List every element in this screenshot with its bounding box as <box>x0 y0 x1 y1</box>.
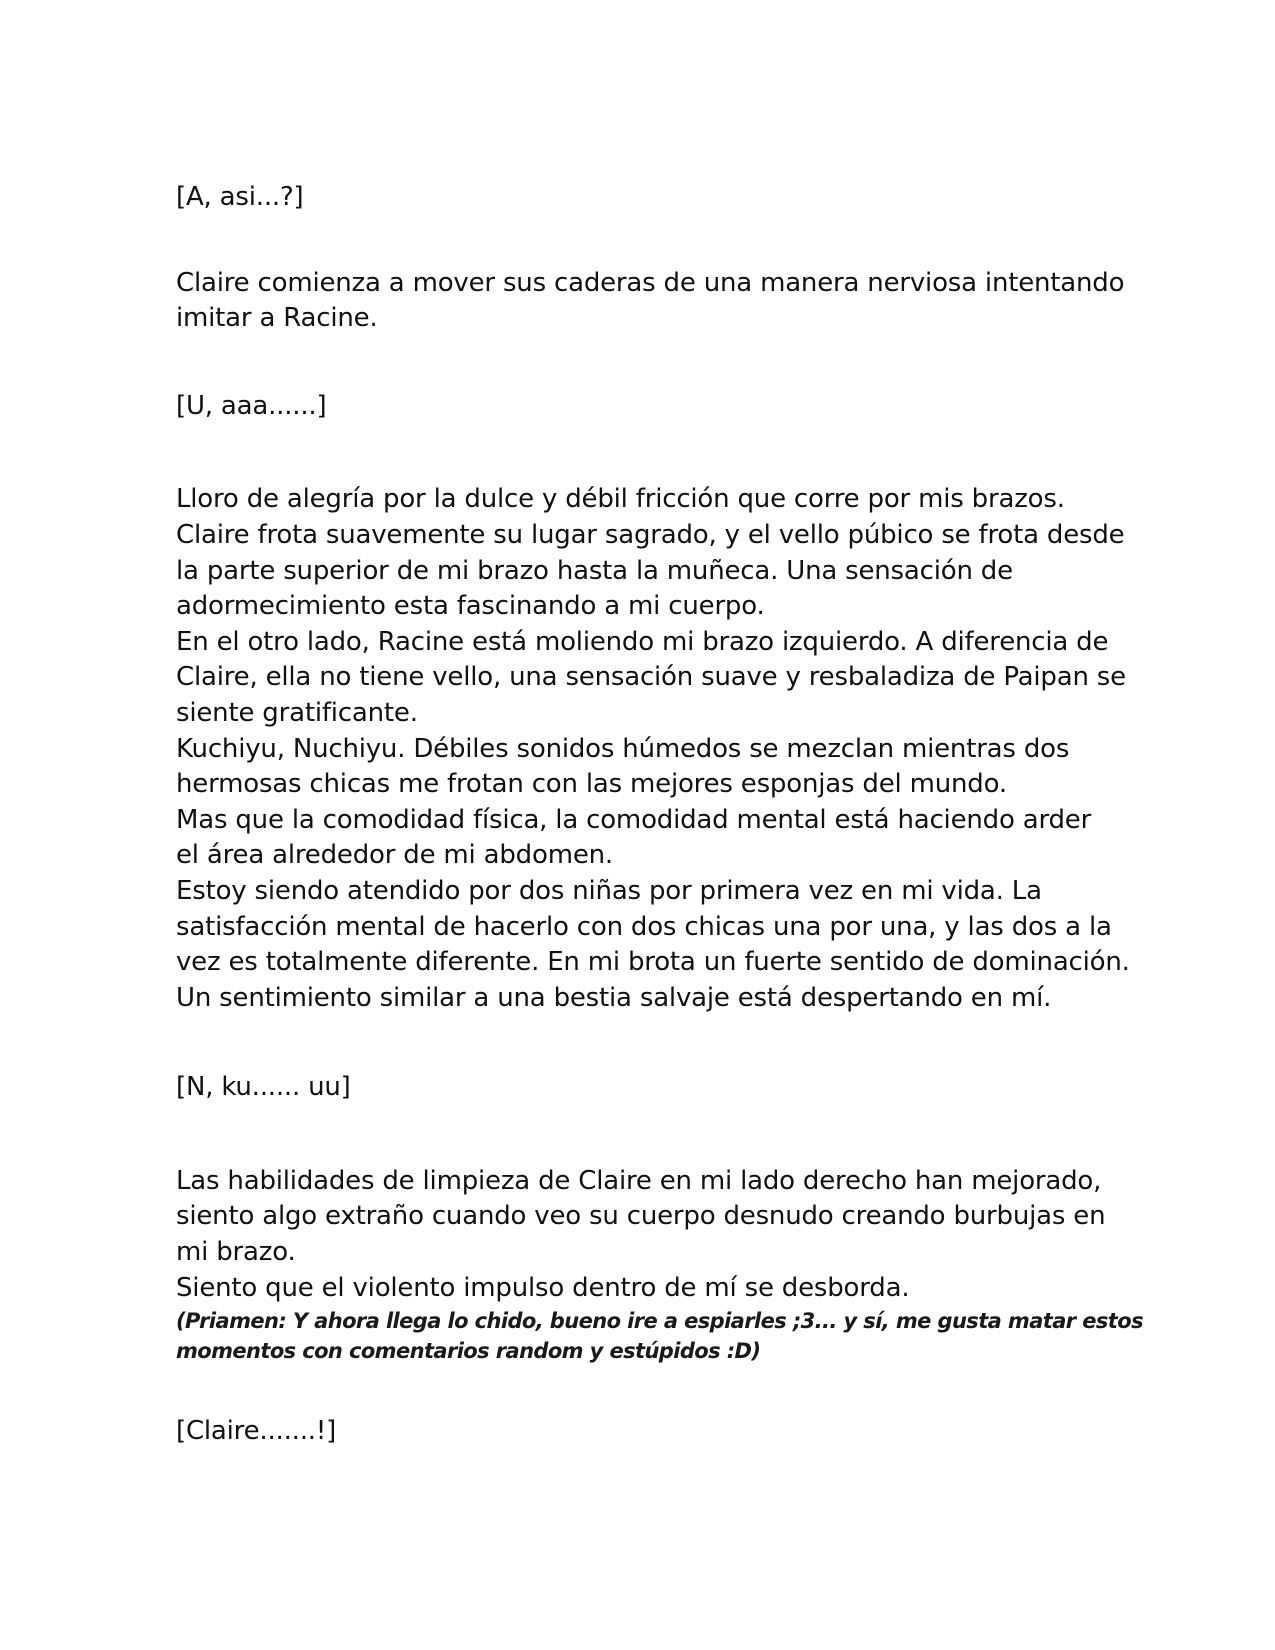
narration-line: la parte superior de mi brazo hasta la muñeca. Una sensación de <box>176 555 1013 586</box>
document-page <box>176 180 1143 1450</box>
dialogue-line: [Claire.......!] <box>176 1416 337 1447</box>
paragraph-gap <box>176 1016 1106 1070</box>
paragraph-gap <box>176 337 1106 389</box>
narration-line: Mas que la comodidad física, la comodidad mental está haciendo arder <box>176 804 1092 835</box>
narration-line: Estoy siendo atendido por dos niñas por primera vez en mi vida. La <box>176 875 1042 906</box>
narration-line: imitar a Racine. <box>176 303 378 334</box>
paragraph-gap <box>176 1366 1106 1414</box>
dialogue-line: [A, asi...?] <box>176 182 304 212</box>
narration-line: siento algo extraño cuando veo su cuerpo desnudo creando burbujas en <box>176 1201 1106 1232</box>
narration-line: vez es totalmente diferente. En mi brota un fuerte sentido de dominación. <box>176 947 1130 978</box>
translator-note-line: momentos con comentarios random y estúpidos :D) <box>176 1339 761 1364</box>
narration-line: satisfacción mental de hacerlo con dos chicas una por una, y las dos a la <box>176 911 1112 942</box>
narration-line: En el otro lado, Racine está moliendo mi brazo izquierdo. A diferencia de <box>176 626 1109 657</box>
narration-line: siente gratificante. <box>176 697 418 728</box>
narration-line: Las habilidades de limpieza de Claire en mi lado derecho han mejorado, <box>176 1165 1102 1196</box>
narration-line: Claire frota suavemente su lugar sagrado, y el vello púbico se frota desde <box>176 519 1125 550</box>
paragraph-gap <box>176 1106 1106 1164</box>
narration-line: el área alrededor de mi abdomen. <box>176 840 613 871</box>
narration-line: adormecimiento esta fascinando a mi cuerpo. <box>176 591 765 622</box>
narration-line: Lloro de alegría por la dulce y débil fricción que corre por mis brazos. <box>176 484 1065 515</box>
narration-line: Siento que el violento impulso dentro de mí se desborda. <box>176 1272 910 1303</box>
paragraph-gap <box>176 424 1106 482</box>
narration-line: Kuchiyu, Nuchiyu. Débiles sonidos húmedos se mezclan mientras dos <box>176 733 1070 764</box>
dialogue-line: [N, ku...... uu] <box>176 1072 351 1103</box>
narration-line: Claire comienza a mover sus caderas de una manera nerviosa intentando <box>176 267 1125 298</box>
narration-line: Claire, ella no tiene vello, una sensación suave y resbaladiza de Paipan se <box>176 662 1126 693</box>
paragraph-gap <box>176 216 1106 266</box>
dialogue-line: [U, aaa......] <box>176 390 327 421</box>
narration-line: Un sentimiento similar a una bestia salvaje está despertando en mí. <box>176 982 1052 1013</box>
narration-line: mi brazo. <box>176 1237 296 1268</box>
narration-line: hermosas chicas me frotan con las mejores esponjas del mundo. <box>176 769 1007 800</box>
translator-note-line: (Priamen: Y ahora llega lo chido, bueno ire a espiarles ;3... y sí, me gusta matar estos <box>176 1309 1143 1334</box>
